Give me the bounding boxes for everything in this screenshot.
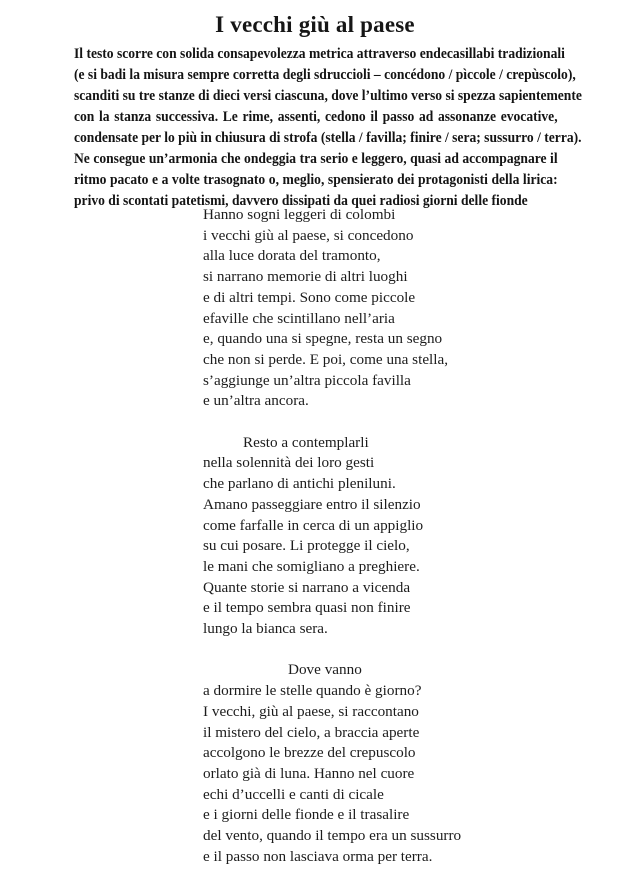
commentary-line: (e si badi la misura sempre corretta degli sdruccioli – concédono / pìccole / crepùscolo), [74, 67, 576, 83]
stanza-2 [203, 433, 463, 640]
verse: Hanno sogni leggeri di colombi [203, 206, 396, 223]
verse: i vecchi giù al paese, si concedono [203, 226, 414, 244]
commentary-line: con la stanza successiva. Le rime, assenti, cedono il passo ad assonanze evocative, [74, 109, 558, 125]
verse: nella solennità dei loro gesti [203, 454, 375, 472]
commentary-line: privo di scontati patetismi, davvero dissipati da quei radiosi giorni delle fionde [74, 193, 528, 209]
verse: Amano passeggiare entro il silenzio [203, 495, 421, 513]
verse: alla luce dorata del tramonto, [203, 247, 381, 265]
verse: Resto a contemplarli [243, 433, 369, 451]
commentary-line: condensate per lo più in chiusura di strofa (stella / favilla; finire / sera; sussurro / terra). [74, 130, 582, 146]
commentary-line: scanditi su tre stanze di dieci versi ciascuna, dove l’ultimo verso si spezza sapientemente [74, 88, 582, 104]
verse: si narrano memorie di altri luoghi [203, 268, 408, 286]
stanza-3 [203, 660, 463, 867]
verse: efaville che scintillano nell’aria [203, 309, 395, 327]
verse: lungo la bianca sera. [203, 620, 328, 638]
verse: e, quando una si spegne, resta un segno [203, 330, 443, 348]
poem [203, 205, 463, 888]
verse: echi d’uccelli e canti di cicale [203, 785, 384, 803]
verse: e il tempo sembra quasi non finire [203, 599, 411, 617]
verse: Dove vanno [288, 661, 362, 679]
verse: e di altri tempi. Sono come piccole [203, 288, 416, 306]
verse: e un’altra ancora. [203, 392, 309, 410]
commentary-line: Il testo scorre con solida consapevolezza metrica attraverso endecasillabi tradizionali [74, 46, 565, 62]
verse: che non si perde. E poi, come una stella, [203, 350, 449, 368]
verse: s’aggiunge un’altra piccola favilla [203, 371, 411, 389]
verse: accolgono le brezze del crepuscolo [203, 744, 416, 762]
verse: a dormire le stelle quando è giorno? [203, 682, 422, 700]
verse: Quante storie si narrano a vicenda [203, 578, 411, 596]
verse: su cui posare. Li protegge il cielo, [203, 537, 410, 555]
verse: del vento, quando il tempo era un sussurro [203, 827, 462, 845]
commentary-paragraph [74, 44, 582, 212]
commentary-line: ritmo pacato e a volte trasognato o, meglio, spensierato dei protagonisti della lirica: [74, 172, 558, 188]
page-title: I vecchi giù al paese [215, 12, 415, 37]
verse: orlato già di luna. Hanno nel cuore [203, 764, 415, 782]
verse: e i giorni delle fionde e il trasalire [203, 806, 410, 824]
stanza-1 [203, 205, 463, 412]
verse: I vecchi, giù al paese, si raccontano [203, 702, 419, 720]
verse: che parlano di antichi pleniluni. [203, 475, 396, 493]
commentary-line: Ne consegue un’armonia che ondeggia tra serio e leggero, quasi ad accompagnare il [74, 151, 558, 167]
verse: le mani che somigliano a preghiere. [203, 557, 420, 575]
verse: come farfalle in cerca di un appiglio [203, 516, 424, 534]
verse: e il passo non lasciava orma per terra. [203, 847, 433, 865]
verse: il mistero del cielo, a braccia aperte [203, 723, 420, 741]
